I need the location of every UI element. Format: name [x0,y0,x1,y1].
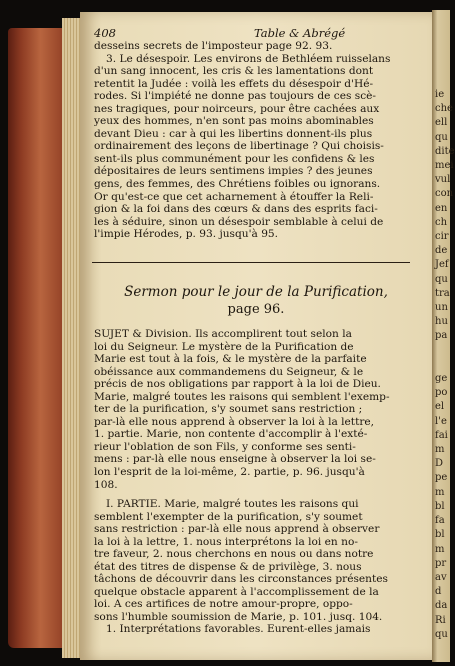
text-line: I. PARTIE. Marie, malgré toutes les raisons qui [106,498,359,510]
text-line: Or qu'est-ce que cet acharnement à étouffer la Reli- [94,190,374,203]
text-line: obéissance aux commandemens du Seigneur, & le [94,365,364,378]
text-line: gion & la foi dans des cœurs & dans des esprits faci- [94,203,378,216]
page-number: 408 [94,26,116,40]
sujet-paragraph [94,328,420,491]
text-line: la loi à la lettre, 1. nous interprétons la loi en no- [94,535,358,548]
text-line: dépositaires de leurs sentimens impies ? des jeunes [94,165,373,178]
text-line: rodes. Si l'impiété ne donne pas toujours de ces scè- [94,90,377,103]
text-line: quelque obstacle apparent à l'accomplissement de la [94,585,379,598]
text-line: 3. Le désespoir. Les environs de Bethléem ruisselans [106,52,391,65]
text-line: sent-ils plus communément pour les confidens & les [94,152,375,165]
text-line: sons l'humble soumission de Marie, p. 101. jusq. 104. [94,610,383,623]
text-line: tâchons de découvrir dans les circonstances présentes [94,573,388,586]
text-line: 108. [94,478,118,491]
text-line: rieur l'oblation de son Fils, y conforme ses senti- [94,440,356,453]
partie-paragraph [94,498,420,636]
text-line: Marie, malgré toutes les raisons qui semblent l'exemp- [94,390,390,403]
text-line: 1. Interprétations favorables. Eurent-elles jamais [106,623,371,636]
text-line: par-là elle nous apprend à observer la loi à la lettre, [94,415,375,428]
text-line: semblent l'exempter de la purification, s'y soumet [94,510,363,523]
text-line: loi. A ces artifices de notre amour-propre, oppo- [94,598,353,611]
text-line: nes tragiques, pour noirceurs, pour être cachées aux [94,102,380,115]
sermon-title: Sermon pour le jour de la Purification, [124,284,388,300]
text-line: lon l'esprit de la loi-même, 2. partie, p. 96. jusqu'à [94,466,365,479]
text-line: sans restriction : par-là elle nous apprend à observer [94,523,380,536]
text-line: SUJET & Division. Ils accomplirent tout selon la [94,328,352,340]
text-line: l'impie Hérodes, p. 93. jusqu'à 95. [94,228,279,241]
sermon-page-ref: page 96. [227,302,285,317]
text-line: mens : par-là elle nous enseigne à observer la loi se- [94,453,376,466]
text-line: devant Dieu : car à qui les libertins donnent-ils plus [94,127,373,140]
running-title: Table & Abrégé [254,26,346,40]
facing-page-text: ie che ell qu dite mei vul con en ch cir de Jef qu tra un hu pa ge po el l'e fai m D pe m bl fa bl m pr av d da Ri qu [435,89,455,640]
book-page [80,12,432,660]
section-divider [92,262,410,263]
text-line: ter de la purification, s'y soumet sans restriction ; [94,403,363,416]
text-line: gens, des femmes, des Chrétiens foibles ou ignorans. [94,178,381,191]
text-line: yeux des hommes, n'en sont pas moins abominables [94,115,374,128]
text-line: 1. partie. Marie, non contente d'accomplir à l'exté- [94,428,368,441]
text-line: Marie est tout à la fois, & le mystère de la parfaite [94,353,367,366]
text-line: tre faveur, 2. nous cherchons en nous ou dans notre [94,548,374,561]
text-line: précis de nos obligations par rapport à la loi de Dieu. [94,378,381,391]
text-line: ordinairement des leçons de libertinage ? Qui choisis- [94,140,384,153]
facing-page-edge [432,10,455,662]
text-line: retentit la Judée : voilà les effets du désespoir d'Hé- [94,77,374,90]
top-paragraph [94,40,420,241]
text-line: état des titres de dispense & de privilège, 3. nous [94,560,362,573]
text-line: d'un sang innocent, les cris & les lamentations dont [94,65,374,78]
text-line: les à séduire, sinon un désespoir semblable à celui de [94,215,384,228]
text-line: desseins secrets de l'imposteur page 92. 93. [94,40,333,52]
text-line: loi du Seigneur. Le mystère de la Purification de [94,340,354,353]
